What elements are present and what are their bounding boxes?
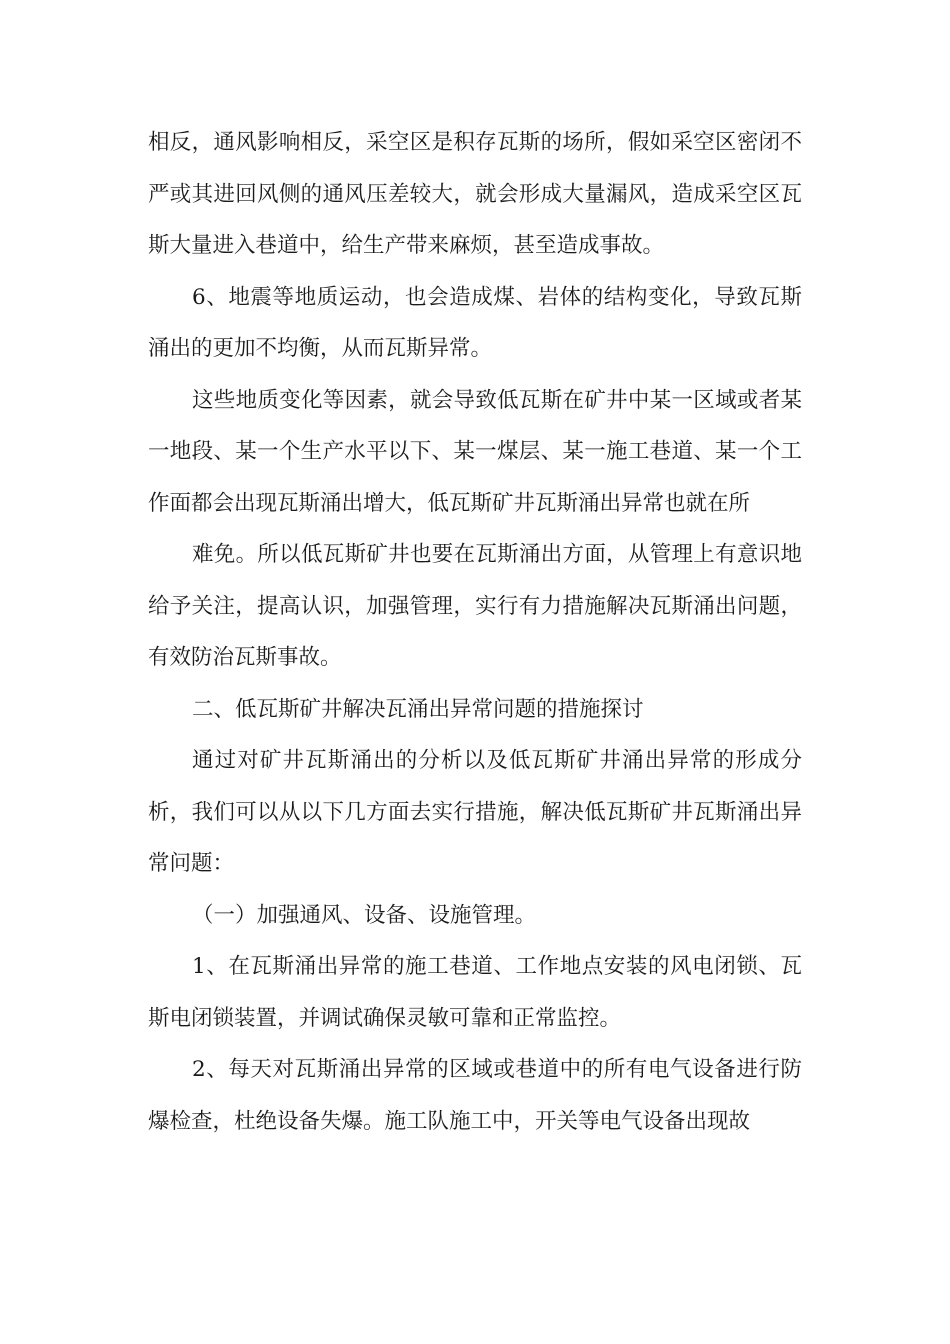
paragraph-geologic-factors: 这些地质变化等因素，就会导致低瓦斯在矿井中某一区域或者某一地段、某一个生产水平以下、某一煤层、某一施工巷道、某一个工作面都会出现瓦斯涌出增大，低瓦斯矿井瓦斯涌出异常也就在所 <box>148 387 802 516</box>
subsection-heading-ventilation: （一）加强通风、设备、设施管理。 <box>192 902 537 928</box>
paragraph-management-attention: 难免。所以低瓦斯矿井也要在瓦斯涌出方面，从管理上有意识地给予关注，提高认识，加强管理，实行有力措施解决瓦斯涌出问题，有效防治瓦斯事故。 <box>148 542 802 670</box>
paragraph-item-2-explosion-check: 2、每天对瓦斯涌出异常的区域或巷道中的所有电气设备进行防爆检查，杜绝设备失爆。施工队施工中，开关等电气设备出现故 <box>148 1057 802 1134</box>
paragraph-item-1-interlock: 1、在瓦斯涌出异常的施工巷道、工作地点安装的风电闭锁、瓦斯电闭锁装置，并调试确保灵敏可靠和正常监控。 <box>148 954 802 1031</box>
paragraph-continuation: 相反，通风影响相反，采空区是积存瓦斯的场所，假如采空区密闭不严或其进回风侧的通风压差较大，就会形成大量漏风，造成采空区瓦斯大量进入巷道中，给生产带来麻烦，甚至造成事故。 <box>148 130 802 258</box>
paragraph-measures-intro: 通过对矿井瓦斯涌出的分析以及低瓦斯矿井涌出异常的形成分析，我们可以从以下几方面去实行措施，解决低瓦斯矿井瓦斯涌出异常问题： <box>148 748 802 876</box>
paragraph-item-6-earthquake: 6、地震等地质运动，也会造成煤、岩体的结构变化，导致瓦斯涌出的更加不均衡，从而瓦斯异常。 <box>148 284 802 361</box>
section-heading-measures: 二、低瓦斯矿井解决瓦涌出异常问题的措施探讨 <box>192 696 644 722</box>
document-body <box>148 117 802 1147</box>
